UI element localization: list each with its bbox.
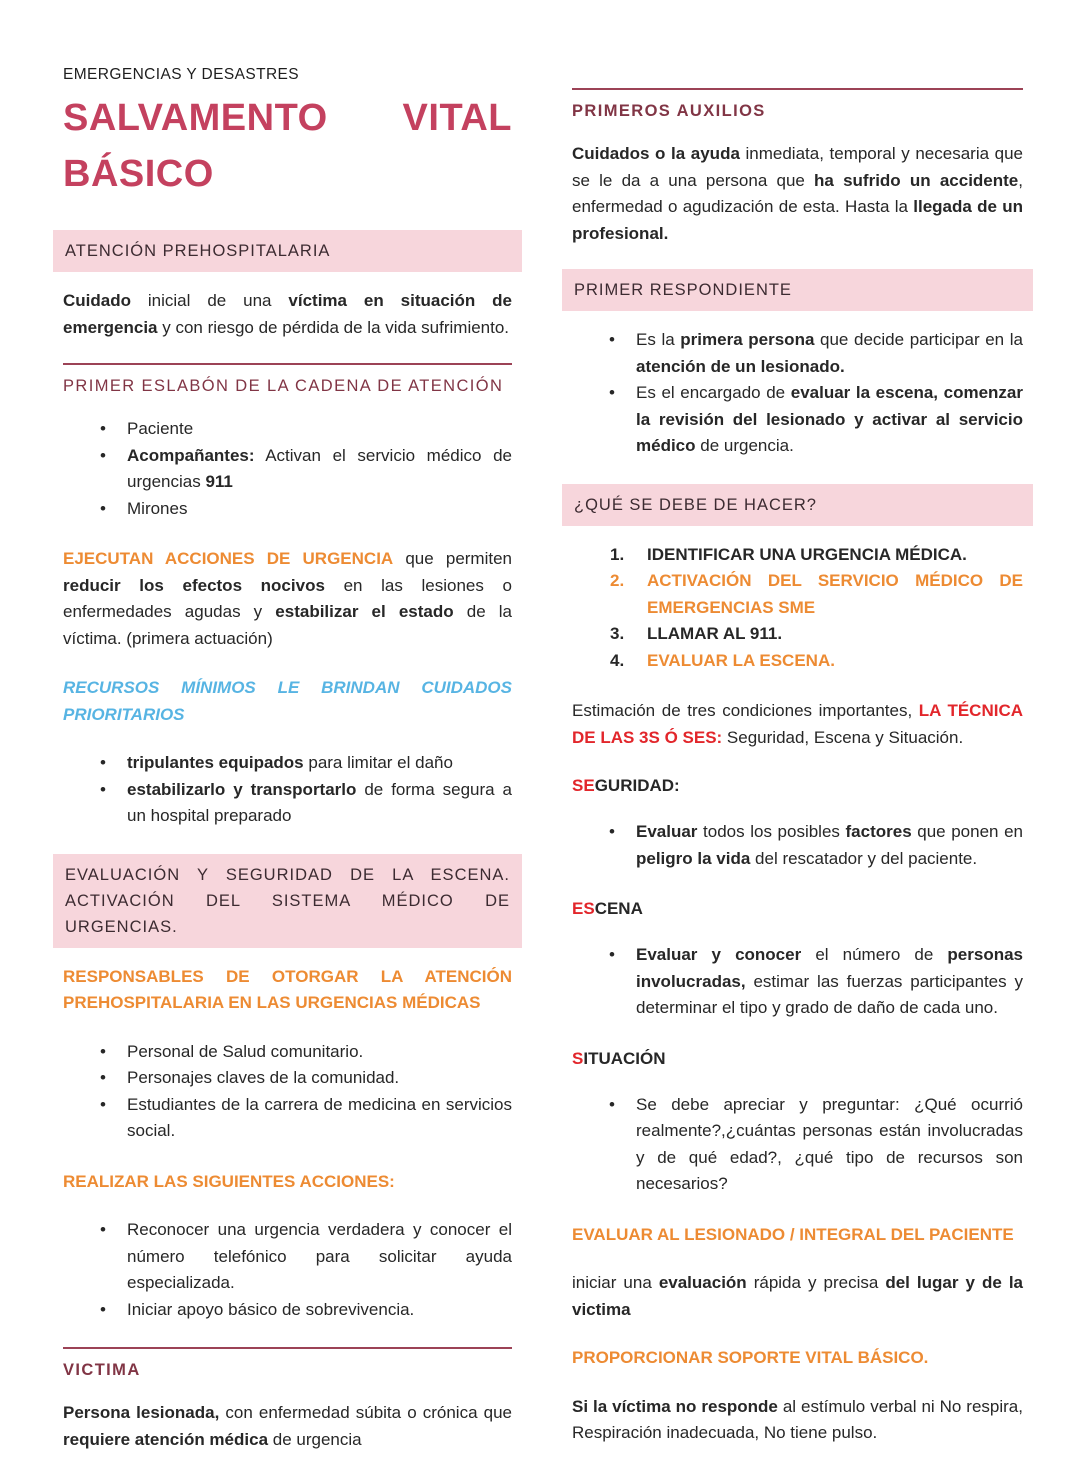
step-text: ACTIVACIÓN DEL SERVICIO MÉDICO DE EMERGENCIAS SME: [647, 571, 1023, 617]
list-item: • Evaluar y conocer el número de personas involucradas, estimar las fuerzas participantes y determinar el tipo y grado de daño de cada uno.: [636, 942, 1023, 1022]
heading-primer-eslabon: PRIMER ESLABÓN DE LA CADENA DE ATENCIÓN: [63, 377, 504, 395]
list-escena: [572, 942, 1023, 1022]
paragraph-estimacion: Estimación de tres condiciones importantes, LA TÉCNICA DE LAS 3S Ó SES: Seguridad, Escena y Situación.: [572, 701, 1023, 747]
section-head-primeros-auxilios: [572, 88, 1023, 123]
list-responsables: [63, 1039, 512, 1145]
step-text: IDENTIFICAR UNA URGENCIA MÉDICA.: [647, 544, 967, 564]
divider-line: [63, 1347, 512, 1349]
heading-realizar-acciones: REALIZAR LAS SIGUIENTES ACCIONES:: [63, 1171, 395, 1191]
paragraph-cuidados-ayuda: Cuidados o la ayuda inmediata, temporal y necesaria que se le da a una persona que ha sufrido un accidente, enfermedad o agudización de esta. Hasta la llegada de un profesional.: [572, 144, 1023, 243]
step-item: [610, 568, 1023, 621]
paragraph-si-victima: Si la víctima no responde al estímulo verbal ni No respira, Respiración inadecuada, No tiene pulso.: [572, 1396, 1023, 1442]
paragraph-cuidado-inicial: Cuidado inicial de una víctima en situación de emergencia y con riesgo de pérdida de la vida sufrimiento.: [63, 291, 513, 337]
section-head-victima: [63, 1347, 512, 1382]
step-number: 3.: [610, 624, 625, 643]
paragraph-iniciar-evaluacion: iniciar una evaluación rápida y precisa del lugar y de la victima: [572, 1273, 1023, 1319]
left-column: [63, 66, 512, 1475]
list-realizar: [63, 1217, 512, 1323]
heading-evaluacion-seguridad: EVALUACIÓN Y SEGURIDAD DE LA ESCENA. ACTIVACIÓN DEL SISTEMA MÉDICO DE URGENCIAS.: [53, 854, 522, 948]
step-number: 1.: [610, 544, 625, 564]
step-text: LLAMAR AL 911.: [647, 624, 783, 643]
list-item: • Reconocer una urgencia verdadera y conocer el número telefónico para solicitar ayuda especializada.: [127, 1217, 512, 1297]
document-title: [63, 90, 512, 202]
list-item: • tripulantes equipados para limitar el daño: [127, 750, 512, 777]
list-recursos: [63, 750, 512, 830]
heading-recursos-minimos: RECURSOS MÍNIMOS LE BRINDAN CUIDADOS PRIORITARIOS: [63, 678, 512, 724]
title-word-salvamento: SALVAMENTO: [63, 97, 328, 139]
course-kicker: EMERGENCIAS Y DESASTRES: [63, 66, 300, 83]
paragraph-ejecutan-acciones: EJECUTAN ACCIONES DE URGENCIA que permiten reducir los efectos nocivos en las lesiones o enfermedades agudas y estabilizar el estado de la víctima. (primera actuación): [63, 549, 513, 648]
divider-line: [572, 88, 1023, 90]
heading-primeros-auxilios: PRIMEROS AUXILIOS: [572, 102, 766, 120]
step-item: [610, 648, 1023, 675]
divider-line: [63, 363, 512, 365]
list-item: • Es la primera persona que decide participar en la atención de un lesionado.: [636, 327, 1023, 380]
step-item: [610, 621, 1023, 648]
list-item: • Paciente: [127, 416, 512, 443]
heading-primer-respondiente: PRIMER RESPONDIENTE: [562, 269, 1033, 311]
heading-que-se-debe-hacer: ¿QUÉ SE DEBE DE HACER?: [562, 484, 1033, 526]
step-text: EVALUAR LA ESCENA.: [647, 650, 835, 670]
right-column: [572, 66, 1023, 1475]
heading-escena: ESCENA: [572, 899, 643, 918]
list-item: • Mirones: [127, 496, 512, 523]
list-situacion: [572, 1092, 1023, 1198]
step-item: [610, 542, 1023, 569]
list-primer-eslabon: [63, 416, 512, 522]
document-title-line2: BÁSICO: [63, 153, 214, 195]
list-item: • estabilizarlo y transportarlo de forma segura a un hospital preparado: [127, 777, 512, 830]
heading-atencion-prehospitalaria: ATENCIÓN PREHOSPITALARIA: [53, 230, 522, 272]
list-item: • Se debe apreciar y preguntar: ¿Qué ocurrió realmente?,¿cuántas personas están involucradas y de qué edad?, ¿qué tipo de recursos son necesarios?: [636, 1092, 1023, 1198]
list-item: • Estudiantes de la carrera de medicina en servicios social.: [127, 1092, 512, 1145]
heading-situacion: SITUACIÓN: [572, 1048, 666, 1068]
list-item: • Personal de Salud comunitario.: [127, 1039, 512, 1066]
heading-seguridad: SEGURIDAD:: [572, 776, 680, 795]
list-item: • Iniciar apoyo básico de sobrevivencia.: [127, 1297, 512, 1324]
list-item: • Evaluar todos los posibles factores que ponen en peligro la vida del rescatador y del paciente.: [636, 819, 1023, 872]
document-title-line1: [63, 90, 512, 146]
heading-responsables: RESPONSABLES DE OTORGAR LA ATENCIÓN PREHOSPITALARIA EN LAS URGENCIAS MÉDICAS: [63, 966, 512, 1012]
list-primer-respondiente: [572, 327, 1023, 460]
heading-evaluar-lesionado: EVALUAR AL LESIONADO / INTEGRAL DEL PACIENTE: [572, 1224, 1014, 1244]
list-item: • Personajes claves de la comunidad.: [127, 1065, 512, 1092]
list-item: • Acompañantes: Activan el servicio médico de urgencias 911: [127, 443, 512, 496]
title-word-vital: VITAL: [402, 97, 512, 139]
list-seguridad: [572, 819, 1023, 872]
list-pasos: [572, 542, 1023, 675]
paragraph-persona-lesionada: Persona lesionada, con enfermedad súbita o crónica que requiere atención médica de urgencia: [63, 1403, 512, 1449]
heading-proporcionar-soporte: PROPORCIONAR SOPORTE VITAL BÁSICO.: [572, 1348, 929, 1367]
section-head-primer-eslabon: [63, 363, 512, 398]
heading-victima: VICTIMA: [63, 1361, 141, 1379]
list-item: • Es el encargado de evaluar la escena, comenzar la revisión del lesionado y activar al servicio médico de urgencia.: [636, 380, 1023, 460]
step-number: 4.: [610, 650, 625, 670]
step-number: 2.: [610, 571, 625, 590]
